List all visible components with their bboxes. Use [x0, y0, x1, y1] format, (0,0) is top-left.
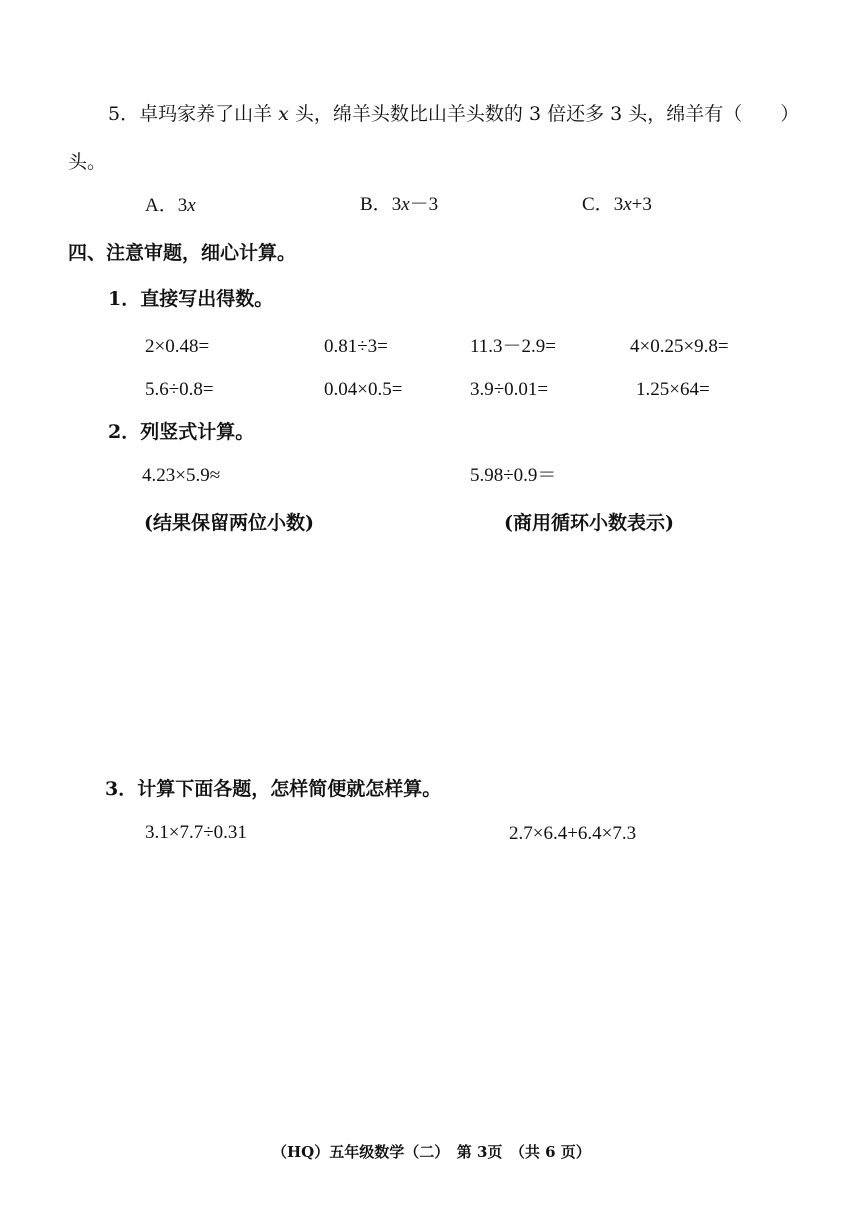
option-c-rest: +3 — [631, 194, 652, 215]
mental-calc-item: 0.81÷3= — [324, 336, 388, 357]
question-5-line-2: 头。 — [68, 151, 107, 173]
mental-calc-item: 0.04×0.5= — [324, 379, 403, 400]
option-c-num: 3 — [613, 194, 624, 215]
mental-calc-item: 2×0.48= — [145, 336, 210, 357]
option-b-rest: －3 — [409, 194, 439, 215]
option-a-num: 3 — [177, 195, 188, 216]
mental-calc-item: 4×0.25×9.8= — [630, 336, 729, 357]
mental-calc-item: 1.25×64= — [636, 379, 710, 400]
option-b-label: B． — [360, 194, 392, 215]
option-b — [360, 195, 438, 214]
option-a — [145, 196, 196, 215]
question-5-prefix: 5．卓玛家养了山羊 — [108, 103, 273, 125]
variable-x: x — [278, 103, 289, 125]
simplify-calc-right: 2.7×6.4+6.4×7.3 — [509, 823, 637, 844]
section-4-title: 四、注意审题，细心计算。 — [68, 242, 297, 264]
mental-calc-item: 5.6÷0.8= — [145, 379, 214, 400]
part-3-title: 3．计算下面各题，怎样简便就怎样算。 — [105, 778, 442, 800]
simplify-calc-left: 3.1×7.7÷0.31 — [145, 822, 247, 843]
vertical-calc-left-note: (结果保留两位小数) — [144, 512, 314, 534]
question-5-suffix: 头，绵羊头数比山羊头数的 3 倍还多 3 头，绵羊有（ ） — [294, 103, 800, 125]
option-a-var: x — [187, 195, 196, 216]
option-c — [582, 195, 652, 214]
option-c-var: x — [623, 194, 632, 215]
option-b-var: x — [401, 194, 410, 215]
part-1-title: 1．直接写出得数。 — [108, 288, 274, 310]
page-footer: （HQ）五年级数学（二） 第 3页 （共 6 页） — [272, 1143, 591, 1161]
option-b-num: 3 — [391, 194, 402, 215]
mental-calc-item: 3.9÷0.01= — [470, 379, 549, 400]
option-c-label: C． — [582, 194, 614, 215]
option-a-label: A． — [145, 195, 178, 216]
vertical-calc-right: 5.98÷0.9＝ — [470, 465, 557, 486]
vertical-calc-left: 4.23×5.9≈ — [142, 465, 221, 486]
question-5-line-1 — [108, 105, 799, 124]
vertical-calc-right-note: (商用循环小数表示) — [504, 512, 674, 534]
part-2-title: 2．列竖式计算。 — [108, 421, 255, 443]
mental-calc-item: 11.3－2.9= — [470, 336, 557, 357]
